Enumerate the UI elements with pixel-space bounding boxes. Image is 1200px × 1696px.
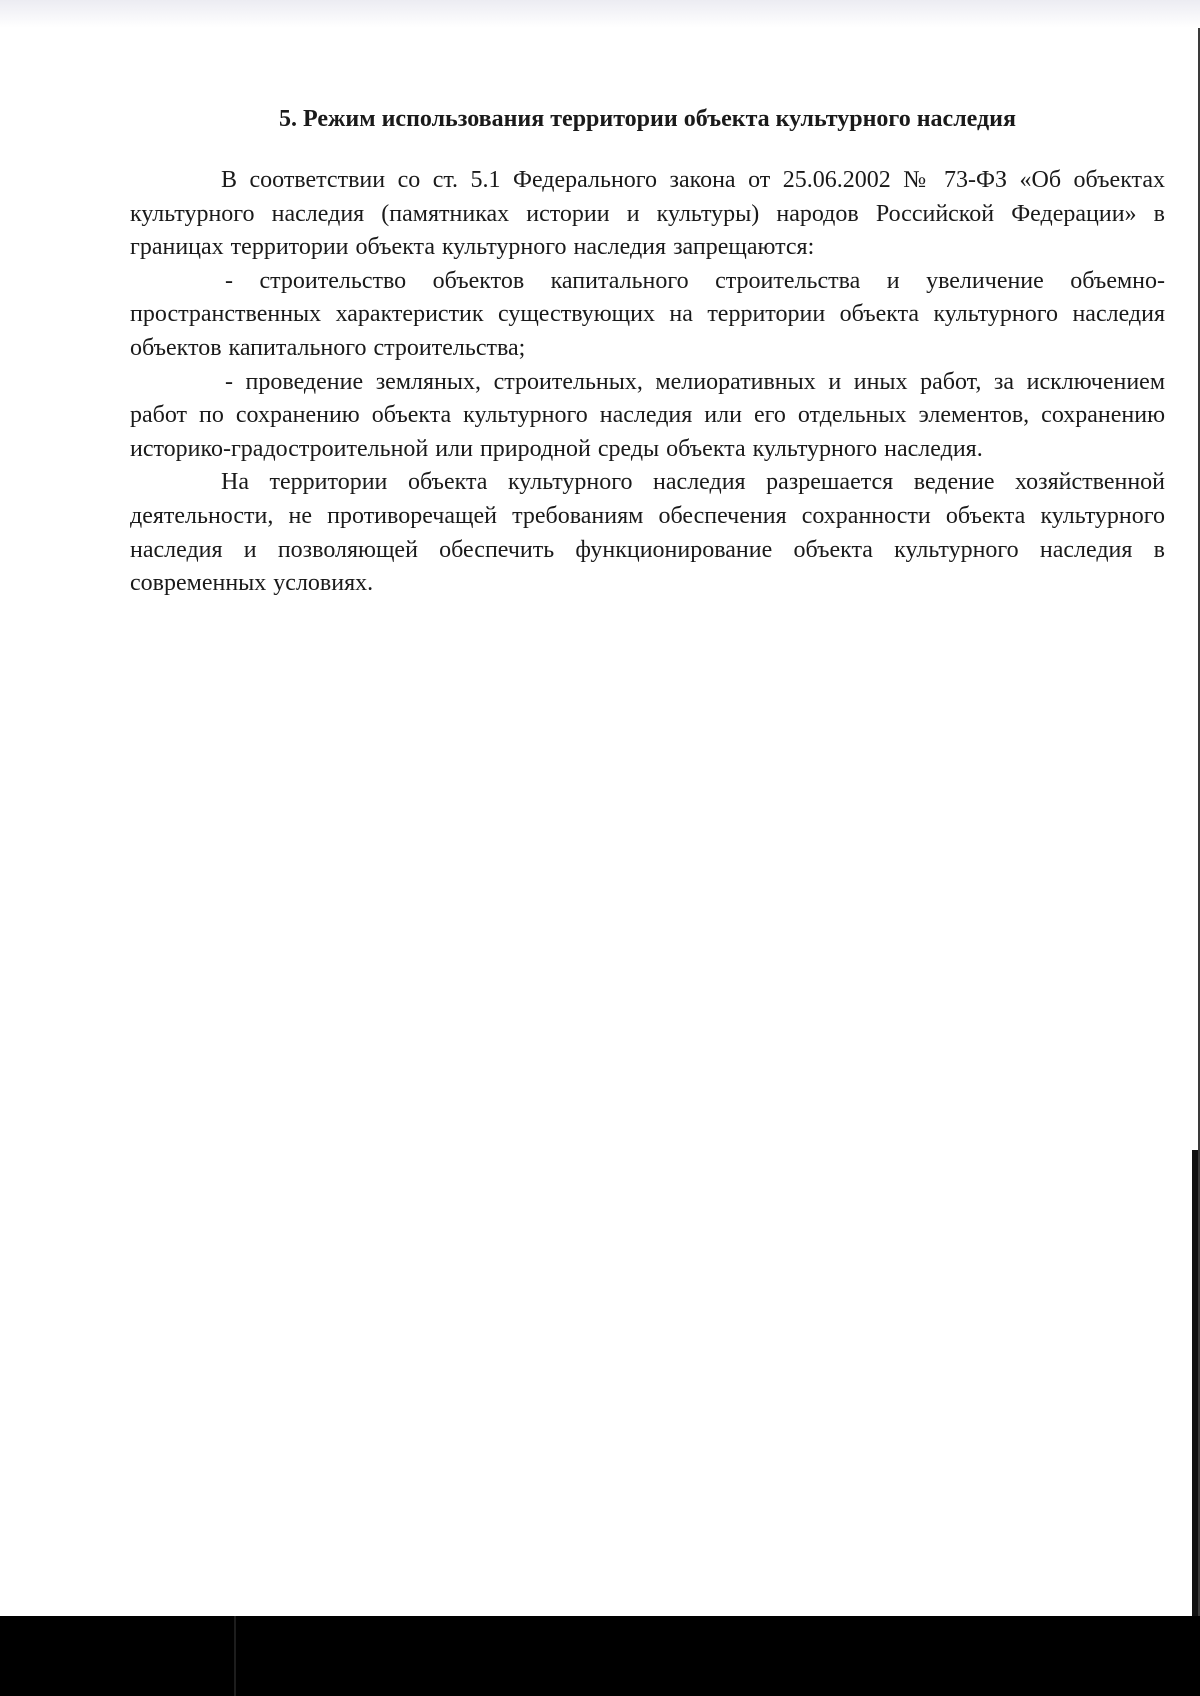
scan-bottom-border xyxy=(0,1616,1200,1696)
paragraph-restrictions-intro: В соответствии со ст. 5.1 Федерального закона от 25.06.2002 № 73-ФЗ «Об объектах культурного наследия (памятниках истории и культуры) народов Российской Федерации» в границах территории объекта культурного наследия запрещаются: xyxy=(130,167,1165,261)
list-item-works-ban: - проведение земляных, строительных, мелиоративных и иных работ, за исключением работ по сохранению объекта культурного наследия или его отдельных элементов, сохранению историко-градостроительной или природной среды объекта культурного наследия. xyxy=(130,368,1165,462)
body-text xyxy=(130,164,1165,601)
scan-top-shadow xyxy=(0,0,1200,28)
list-item-construction-ban: - строительство объектов капитального строительства и увеличение объемно-пространственных характеристик существующих на территории объекта культурного наследия объектов капитального строительства; xyxy=(130,267,1165,361)
scan-border-divider xyxy=(234,1616,236,1696)
paragraph-permitted-activity: На территории объекта культурного наследия разрешается ведение хозяйственной деятельности, не противоречащей требованиям обеспечения сохранности объекта культурного наследия и позволяющей обеспечить функционирование объекта культурного наследия в современных условиях. xyxy=(130,469,1165,597)
scan-edge-strip xyxy=(1192,1150,1198,1616)
section-heading: 5. Режим использования территории объекта культурного наследия xyxy=(279,106,1016,132)
